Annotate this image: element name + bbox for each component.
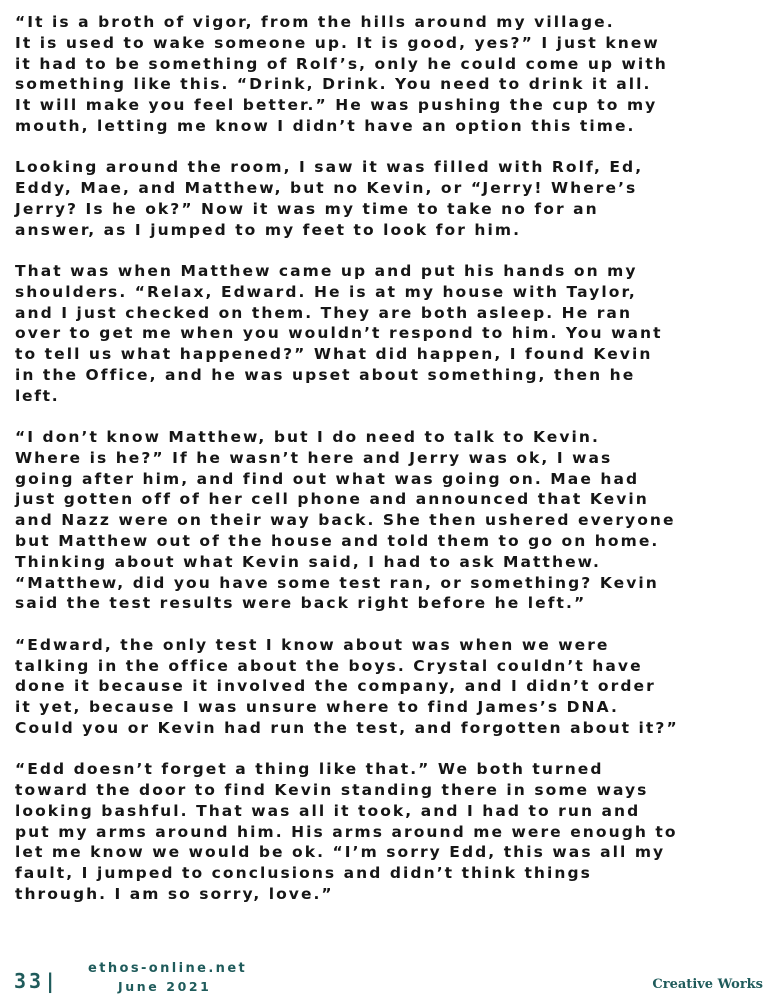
text-line: “It is a broth of vigor, from the hills around my village. <box>15 13 615 31</box>
story-paragraph <box>15 12 765 137</box>
text-line: Eddy, Mae, and Matthew, but no Kevin, or “Jerry! Where’s <box>15 179 638 198</box>
text-line: and Nazz were on their way back. She then ushered everyone <box>15 511 676 530</box>
text-line: It will make you feel better.” He was pushing the cup to my <box>15 96 658 115</box>
text-line: “Edward, the only test I know about was when we were <box>15 635 610 654</box>
text-line: That was when Matthew came up and put his hands on my <box>15 261 638 280</box>
text-line: said the test results were back right before he left.” <box>15 594 587 613</box>
text-line: Thinking about what Kevin said, I had to ask Matthew. <box>15 552 602 571</box>
text-line: something like this. “Drink, Drink. You need to drink it all. <box>15 75 652 94</box>
text-line: It is used to wake someone up. It is good, yes?” I just knew <box>15 33 660 52</box>
story-paragraph <box>15 157 765 240</box>
text-line: it had to be something of Rolf’s, only he could come up with <box>15 54 668 73</box>
text-line: and I just checked on them. They are both asleep. He ran <box>15 303 633 322</box>
text-line: Jerry? Is he ok?” Now it was my time to take no for an <box>15 199 599 218</box>
text-line: just gotten off of her cell phone and announced that Kevin <box>15 490 649 509</box>
text-line: left. <box>15 386 60 405</box>
text-line: talking in the office about the boys. Crystal couldn’t have <box>15 656 643 675</box>
text-line: let me know we would be ok. “I’m sorry Edd, this was all my <box>15 843 666 862</box>
text-line: fault, I jumped to conclusions and didn’t think things <box>15 864 592 883</box>
text-line: “I don’t know Matthew, but I do need to talk to Kevin. <box>15 428 600 447</box>
text-line: it yet, because I was unsure where to find James’s DNA. <box>15 698 619 717</box>
text-line: Could you or Kevin had run the test, and forgotten about it?” <box>15 718 679 737</box>
story-body <box>15 12 765 925</box>
text-line: answer, as I jumped to my feet to look for him. <box>15 220 522 239</box>
story-paragraph <box>15 261 765 407</box>
story-paragraph <box>15 759 765 905</box>
page-number: 33| <box>14 969 60 993</box>
issue-date: June 2021 <box>118 979 212 994</box>
text-line: Where is he?” If he wasn’t here and Jerry was ok, I was <box>15 448 613 467</box>
text-line: over to get me when you wouldn’t respond to him. You want <box>15 324 663 343</box>
text-line: going after him, and find out what was going on. Mae had <box>15 469 640 488</box>
text-line: shoulders. “Relax, Edward. He is at my house with Taylor, <box>15 282 637 301</box>
text-line: to tell us what happened?” What did happen, I found Kevin <box>15 345 653 364</box>
text-line: but Matthew out of the house and told them to go on home. <box>15 532 660 551</box>
story-paragraph <box>15 427 765 614</box>
text-line: in the Office, and he was upset about something, then he <box>15 365 636 384</box>
section-label: Creative Works <box>652 977 763 992</box>
story-paragraph <box>15 635 765 739</box>
text-line: mouth, letting me know I didn’t have an option this time. <box>15 116 636 135</box>
text-line: toward the door to find Kevin standing there in some ways <box>15 781 649 799</box>
page-footer <box>0 960 772 1000</box>
text-line: “Matthew, did you have some test ran, or something? Kevin <box>15 573 659 592</box>
text-line: looking bashful. That was all it took, and I had to run and <box>15 801 641 820</box>
text-line: Looking around the room, I saw it was filled with Rolf, Ed, <box>15 158 644 177</box>
site-link[interactable]: ethos-online.net <box>88 961 248 976</box>
text-line: done it because it involved the company, and I didn’t order <box>15 677 656 696</box>
text-line: put my arms around him. His arms around me were enough to <box>15 822 678 841</box>
text-line: through. I am so sorry, love.” <box>15 884 334 903</box>
text-line: “Edd doesn’t forget a thing like that.” We both turned <box>15 760 604 779</box>
